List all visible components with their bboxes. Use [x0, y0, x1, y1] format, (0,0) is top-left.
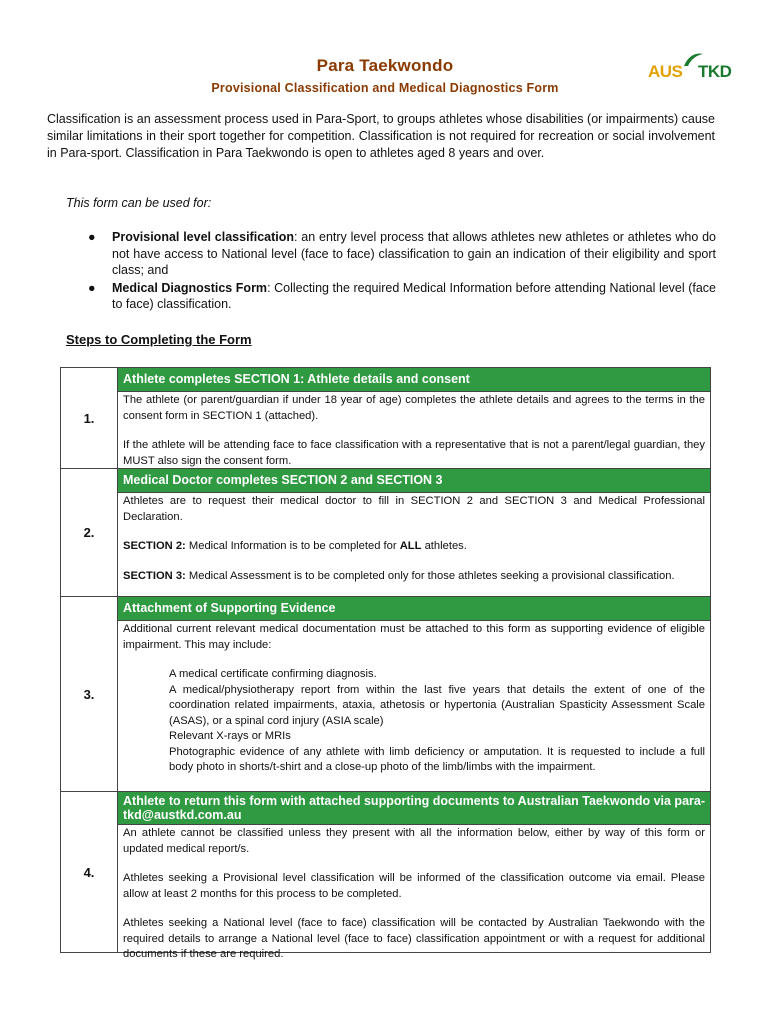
- step-title: Athlete completes SECTION 1: Athlete details and consent: [118, 368, 710, 392]
- document-subtitle: Provisional Classification and Medical Diagnostics Form: [211, 81, 559, 95]
- step-paragraph: An athlete cannot be classified unless they present with all the information below, either by way of this form or updated medical report/s.: [123, 827, 705, 855]
- intro-paragraph: Classification is an assessment process used in Para-Sport, to groups athletes whose disabilities (or impairments) cause similar limitations in their sport together for competition. Classification is not required for recreation or social involvement in Para-sport. Classification in Para Taekwondo is open to athletes aged 8 years and over.: [47, 112, 715, 160]
- step-content: [118, 792, 710, 963]
- evidence-item: Photographic evidence of any athlete with limb deficiency or amputation. It is requested to include a full body photo in shorts/t-shirt and a close-up photo of the limb/limbs with the impairment.: [169, 745, 705, 773]
- usage-text: : Collecting the required Medical Information before attending National level (face to face) classification.: [112, 280, 716, 311]
- step-paragraph: If the athlete will be attending face to face classification with a representative that is not a parent/legal guardian, they MUST also sign the consent form.: [123, 439, 705, 467]
- step-content: [118, 597, 710, 776]
- usage-text: : an entry level process that allows athletes new athletes or athletes who do not have access to National level (face to face) classification to gain an indication of their eligibility and sport class; and: [112, 230, 716, 277]
- step-number: 1.: [61, 368, 118, 468]
- step-row: [61, 792, 710, 960]
- step-content: [118, 469, 710, 584]
- usage-term: Medical Diagnostics Form: [112, 280, 268, 295]
- step-title: Athlete to return this form with attached supporting documents to Australian Taekwondo via para-tkd@austkd.com.au: [118, 792, 710, 825]
- austkd-logo: [648, 52, 744, 84]
- steps-heading: Steps to Completing the Form: [66, 332, 252, 347]
- logo-aus-text: AUS: [648, 62, 683, 81]
- section-label: SECTION 3:: [123, 569, 186, 582]
- usage-item: [86, 229, 716, 279]
- emphasis-text: ALL: [399, 540, 422, 552]
- document-title: Para Taekwondo: [316, 56, 454, 75]
- section-text: Medical Assessment is to be completed only for those athletes seeking a provisional classification.: [185, 569, 675, 582]
- steps-table: [60, 367, 711, 960]
- usage-list: [86, 229, 716, 314]
- usage-item: [86, 280, 716, 313]
- step-number: 3.: [61, 597, 118, 791]
- step-row: [61, 368, 710, 469]
- step-number: 2.: [61, 469, 118, 596]
- step-paragraph: [123, 569, 705, 585]
- step-title: Attachment of Supporting Evidence: [118, 597, 710, 621]
- section-label: SECTION 2:: [123, 540, 186, 552]
- step-content: [118, 368, 710, 469]
- step-paragraph: Athletes seeking a Provisional level classification will be informed of the classification outcome via email. Please allow at least 2 months for this process to be completed.: [123, 872, 705, 900]
- step-paragraph: The athlete (or parent/guardian if under 18 year of age) completes the athlete details and agrees to the terms in the consent form in SECTION 1 (attached).: [123, 394, 705, 422]
- step-row: [61, 469, 710, 597]
- step-row: [61, 597, 710, 792]
- evidence-item: A medical/physiotherapy report from within the last five years that details the extent of one of the coordination related impairments, ataxia, athetosis or hypertonia (Australian Spasticity Assessment Scale (ASAS), or a spinal cord injury (ASIA scale): [169, 683, 705, 727]
- step-paragraph: [123, 539, 705, 555]
- step-body: [118, 493, 710, 584]
- step-paragraph: Athletes seeking a National level (face to face) classification will be contacted by Australian Taekwondo with the required details to arrange a National level (face to face) classification appointment or with a request for additional documents if these are required.: [123, 917, 705, 960]
- bullet-icon: ●: [88, 230, 96, 244]
- evidence-list: [169, 667, 705, 776]
- evidence-item: Relevant X-rays or MRIs: [169, 730, 291, 742]
- bullet-icon: ●: [88, 280, 96, 295]
- section-text: athletes.: [421, 540, 467, 552]
- step-body: [118, 825, 710, 963]
- section-text: Medical Information is to be completed for: [185, 540, 400, 552]
- evidence-item: A medical certificate confirming diagnosis.: [169, 668, 377, 680]
- step-paragraph: Additional current relevant medical documentation must be attached to this form as supporting evidence of eligible impairment. This may include:: [123, 623, 705, 651]
- form-usage-lead: This form can be used for:: [66, 196, 212, 210]
- usage-term: Provisional level classification: [112, 230, 295, 244]
- step-body: [118, 392, 710, 469]
- logo-tkd-text: TKD: [698, 62, 732, 81]
- step-number: 4.: [61, 792, 118, 952]
- step-body: [118, 621, 710, 776]
- step-title: Medical Doctor completes SECTION 2 and SECTION 3: [118, 469, 710, 493]
- step-paragraph: Athletes are to request their medical doctor to fill in SECTION 2 and SECTION 3 and Medical Professional Declaration.: [123, 495, 705, 523]
